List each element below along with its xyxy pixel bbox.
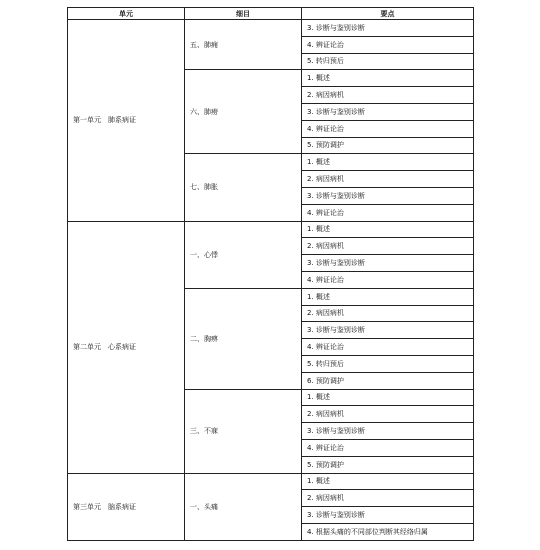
item-cell: 二、胸痹	[185, 288, 302, 389]
syllabus-table	[67, 7, 474, 541]
point-cell: 3. 诊断与鉴别诊断	[302, 423, 474, 440]
item-cell: 一、心悸	[185, 221, 302, 288]
table-body	[68, 20, 474, 541]
point-cell: 4. 辨证论治	[302, 204, 474, 221]
header-item: 细目	[185, 8, 302, 20]
point-cell: 1. 概述	[302, 221, 474, 238]
point-cell: 1. 概述	[302, 70, 474, 87]
point-cell: 4. 辨证论治	[302, 120, 474, 137]
point-cell: 3. 诊断与鉴别诊断	[302, 507, 474, 524]
point-cell: 4. 辨证论治	[302, 36, 474, 53]
header-row	[68, 8, 474, 20]
point-cell: 2. 病因病机	[302, 171, 474, 188]
item-cell: 三、不寐	[185, 389, 302, 473]
point-cell: 4. 辨证论治	[302, 339, 474, 356]
point-cell: 3. 诊断与鉴别诊断	[302, 103, 474, 120]
table-row	[68, 473, 474, 490]
unit-cell: 第二单元 心系病证	[68, 221, 185, 473]
point-cell: 4. 根据头痛的不同部位判断其经络归属	[302, 523, 474, 540]
item-cell: 七、肺胀	[185, 154, 302, 221]
item-cell: 五、肺痈	[185, 20, 302, 70]
point-cell: 1. 概述	[302, 473, 474, 490]
point-cell: 1. 概述	[302, 288, 474, 305]
point-cell: 3. 诊断与鉴别诊断	[302, 20, 474, 37]
item-cell: 六、肺痨	[185, 70, 302, 154]
point-cell: 4. 辨证论治	[302, 439, 474, 456]
point-cell: 5. 转归预后	[302, 355, 474, 372]
unit-cell: 第一单元 肺系病证	[68, 20, 185, 222]
point-cell: 4. 辨证论治	[302, 271, 474, 288]
point-cell: 2. 病因病机	[302, 490, 474, 507]
point-cell: 2. 病因病机	[302, 238, 474, 255]
header-point: 要点	[302, 8, 474, 20]
header-unit: 单元	[68, 8, 185, 20]
table-row	[68, 20, 474, 37]
point-cell: 6. 预防调护	[302, 372, 474, 389]
point-cell: 3. 诊断与鉴别诊断	[302, 187, 474, 204]
point-cell: 1. 概述	[302, 389, 474, 406]
point-cell: 5. 转归预后	[302, 53, 474, 70]
point-cell: 5. 预防调护	[302, 137, 474, 154]
point-cell: 1. 概述	[302, 154, 474, 171]
point-cell: 2. 病因病机	[302, 305, 474, 322]
table-row	[68, 221, 474, 238]
unit-cell: 第三单元 脑系病证	[68, 473, 185, 540]
point-cell: 3. 诊断与鉴别诊断	[302, 255, 474, 272]
point-cell: 2. 病因病机	[302, 406, 474, 423]
item-cell: 一、头痛	[185, 473, 302, 540]
point-cell: 5. 预防调护	[302, 456, 474, 473]
point-cell: 2. 病因病机	[302, 87, 474, 104]
point-cell: 3. 诊断与鉴别诊断	[302, 322, 474, 339]
